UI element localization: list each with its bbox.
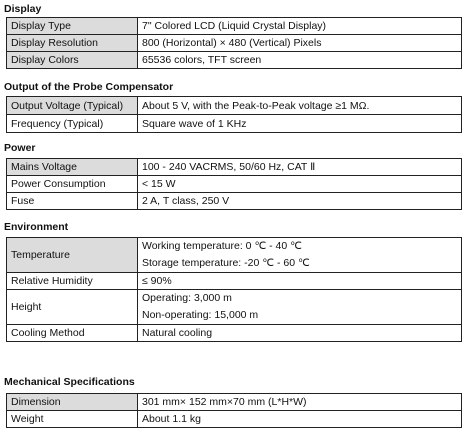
spec-value: About 5 V, with the Peak-to-Peak voltage ≥1 MΩ.	[138, 97, 462, 115]
storage-temperature: Storage temperature: -20 ℃ - 60 ℃	[142, 257, 310, 269]
table-row	[7, 159, 462, 176]
table-row	[7, 394, 462, 411]
spec-label: Output Voltage (Typical)	[7, 97, 138, 115]
section-title-probe-compensator: Output of the Probe Compensator	[4, 81, 174, 93]
section-title-power: Power	[4, 142, 36, 154]
display-spec-table	[6, 17, 462, 69]
spec-label: Display Colors	[7, 52, 138, 69]
section-title-mechanical: Mechanical Specifications	[4, 376, 135, 388]
spec-value: ≤ 90%	[138, 273, 462, 290]
spec-value	[138, 238, 462, 273]
spec-label: Relative Humidity	[7, 273, 138, 290]
table-row	[7, 97, 462, 115]
spec-label: Mains Voltage	[7, 159, 138, 176]
table-row	[7, 290, 462, 325]
spec-value: About 1.1 kg	[138, 411, 462, 428]
operating-height: Operating: 3,000 m	[142, 292, 232, 304]
table-row	[7, 35, 462, 52]
spec-label: Frequency (Typical)	[7, 115, 138, 133]
table-row	[7, 115, 462, 133]
spec-label: Power Consumption	[7, 176, 138, 193]
spec-value: 2 A, T class, 250 V	[138, 193, 462, 210]
table-row	[7, 238, 462, 273]
table-row	[7, 52, 462, 69]
table-row	[7, 176, 462, 193]
section-title-environment: Environment	[4, 221, 69, 233]
spec-label: Temperature	[7, 238, 138, 273]
table-row	[7, 18, 462, 35]
nonoperating-height: Non-operating: 15,000 m	[142, 309, 259, 321]
probe-spec-table	[6, 96, 462, 133]
spec-value: 65536 colors, TFT screen	[138, 52, 462, 69]
table-row	[7, 411, 462, 428]
spec-value: 100 - 240 VACRMS, 50/60 Hz, CAT Ⅱ	[138, 159, 462, 176]
mechanical-spec-table	[6, 393, 462, 428]
spec-label: Weight	[7, 411, 138, 428]
table-row	[7, 273, 462, 290]
spec-value: 7" Colored LCD (Liquid Crystal Display)	[138, 18, 462, 35]
power-spec-table	[6, 158, 462, 210]
table-row	[7, 325, 462, 342]
section-title-display: Display	[4, 3, 42, 15]
spec-value	[138, 290, 462, 325]
spec-label: Cooling Method	[7, 325, 138, 342]
spec-label: Height	[7, 290, 138, 325]
spec-value: Square wave of 1 KHz	[138, 115, 462, 133]
working-temperature: Working temperature: 0 ℃ - 40 ℃	[142, 240, 302, 252]
spec-label: Dimension	[7, 394, 138, 411]
spec-value: 800 (Horizontal) × 480 (Vertical) Pixels	[138, 35, 462, 52]
spec-label: Display Resolution	[7, 35, 138, 52]
spec-label: Fuse	[7, 193, 138, 210]
table-row	[7, 193, 462, 210]
spec-label: Display Type	[7, 18, 138, 35]
spec-value: 301 mm× 152 mm×70 mm (L*H*W)	[138, 394, 462, 411]
environment-spec-table	[6, 237, 462, 342]
spec-value: < 15 W	[138, 176, 462, 193]
spec-value: Natural cooling	[138, 325, 462, 342]
